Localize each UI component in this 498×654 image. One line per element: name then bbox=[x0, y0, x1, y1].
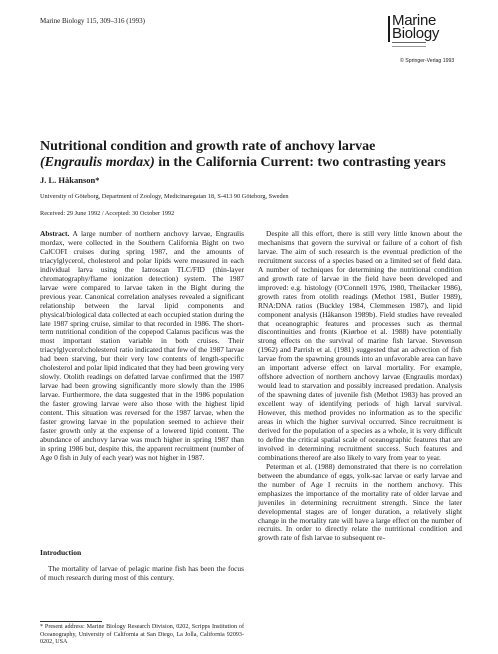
title-species-name: (Engraulis mordax) bbox=[40, 155, 155, 170]
right-text-column bbox=[258, 230, 462, 543]
footnote-present-address: * Present address: Marine Biology Research Division, 0202, Scripps Institution of Oceanography, University of California at San Diego, La Jolla, California 92093-0202, USA bbox=[40, 624, 244, 646]
author-name: J. L. Håkanson* bbox=[40, 175, 100, 185]
title-line-2: in the California Current: two contrasting years bbox=[154, 155, 446, 170]
author-affiliation: University of Göteborg, Department of Zoology, Medicinaregatan 18, S-413 90 Göteborg, Sweden bbox=[40, 193, 289, 200]
footnote-divider bbox=[40, 621, 102, 622]
logo-fine-print bbox=[392, 42, 426, 47]
received-dates: Received: 29 June 1992 / Accepted: 30 October 1992 bbox=[40, 210, 175, 217]
title-line-1: Nutritional condition and growth rate of anchovy larvae bbox=[40, 139, 376, 154]
introduction-paragraph: The mortality of larvae of pelagic marine fish has been the focus of much research during most of this century. bbox=[40, 564, 244, 582]
abstract-label: Abstract. bbox=[40, 229, 70, 238]
body-paragraph-1: Despite all this effort, there is still very little known about the mechanisms that govern the survival or failure of a cohort of fish larvae. The aim of such research is the eventual prediction of the recruitment success of a species based on a limited set of field data. A number of techniques for determining the nutritional condition and growth rate of larvae in the field have been developed and improved: e.g. histology (O'Connell 1976, 1980, Theilacker 1986), growth rates from otolith readings (Methot 1981, Butler 1989), RNA:DNA ratios (Buckley 1984, Clemmesen 1987), and lipid component analysis (Håkanson 1989b). Field studies have revealed that oceanographic features and processes such as thermal discontinuities and fronts (Kiørboe et al. 1988) have potentially strong effects on the survival of marine fish larvae. Stevenson (1962) and Parrish et al. (1981) suggested that an advection of fish larvae from the spawning grounds into an unfavorable area can have an important adverse effect on larval mortality. For example, offshore advection of northern anchovy larvae (Engraulis mordax) would lead to starvation and possibly increased predation. Analysis of the spawning dates of juvenile fish (Methot 1983) has proved an excellent way of identifying periods of high larval survival. However, this method provides no information as to the specific areas in which the higher survival occurred. Since recruitment is derived for the population of a species as a whole, it is very difficult to define the critical spatial scale of oceanographic features that are involved in determining recruitment success. Such features and combinations thereof are also likely to vary from year to year. bbox=[258, 229, 462, 462]
abstract-paragraph bbox=[40, 230, 244, 463]
body-paragraph-2: Peterman et al. (1988) demonstrated that there is no correlation between the abundance of eggs, yolk-sac larvae or early larvae and the number of Age I recruits in the northern anchovy. This emphasizes the importance of the mortality rate of older larvae and juveniles in determining recruitment strength. Since the later developmental stages are of longer duration, a relatively slight change in the mortality rate will have a large effect on the number of recruits. In order to directly relate the nutritional condition and growth rate of fish larvae to subsequent re- bbox=[258, 461, 462, 543]
journal-reference: Marine Biology 115, 309–316 (1993) bbox=[40, 17, 145, 25]
abstract-column bbox=[40, 230, 244, 463]
logo-word-biology: Biology bbox=[392, 25, 440, 42]
section-heading-introduction: Introduction bbox=[40, 548, 82, 557]
logo-bar bbox=[388, 16, 390, 42]
logo-word-marine: Marine bbox=[392, 12, 437, 29]
journal-logo bbox=[388, 10, 468, 48]
copyright-notice: © Springer-Verlag 1993 bbox=[400, 58, 455, 64]
article-title bbox=[40, 139, 470, 171]
abstract-text: A large number of northern anchovy larvae, Engraulis mordax, were collected in the Southern California Bight on two CalCOFI cruises during spring 1987, and the amounts of triacylglycerol, cholesterol and polar lipids were measured in each individual larva using the Iatroscan TLC/FID (thin-layer chromatography/flame ionization detection) system. The 1987 larvae were compared to larvae taken in the Bight during the previous year. Canonical correlation analyses revealed a significant relationship between the larval lipid components and physical/biological data collected at each occupied station during the late 1987 spring cruise, similar to that recorded in 1986. The short-term nutritional condition of the copepod Calanus pacificus was the most important station variable in both cruises. Their triacylglycerol:cholesterol ratio indicated that few of the 1987 larvae had been starving, but their very low contents of length-specific cholesterol and polar lipid indicated that they had been growing very slowly. Otolith readings on defatted larvae confirmed that the 1987 larvae had been growing significantly more slowly than the 1986 larvae. Furthermore, the data suggested that in the 1986 population the faster growing larvae were also those with the highest lipid content. This situation was reversed for the 1987 larvae, when the faster growing larvae in the population seemed to achieve their faster growth only at the expense of a lowered lipid content. The abundance of anchovy larvae was much higher in spring 1987 than in spring 1986 but, despite this, the apparent recruitment (number of Age 0 fish in July of each year) was not higher in 1987. bbox=[40, 229, 244, 462]
